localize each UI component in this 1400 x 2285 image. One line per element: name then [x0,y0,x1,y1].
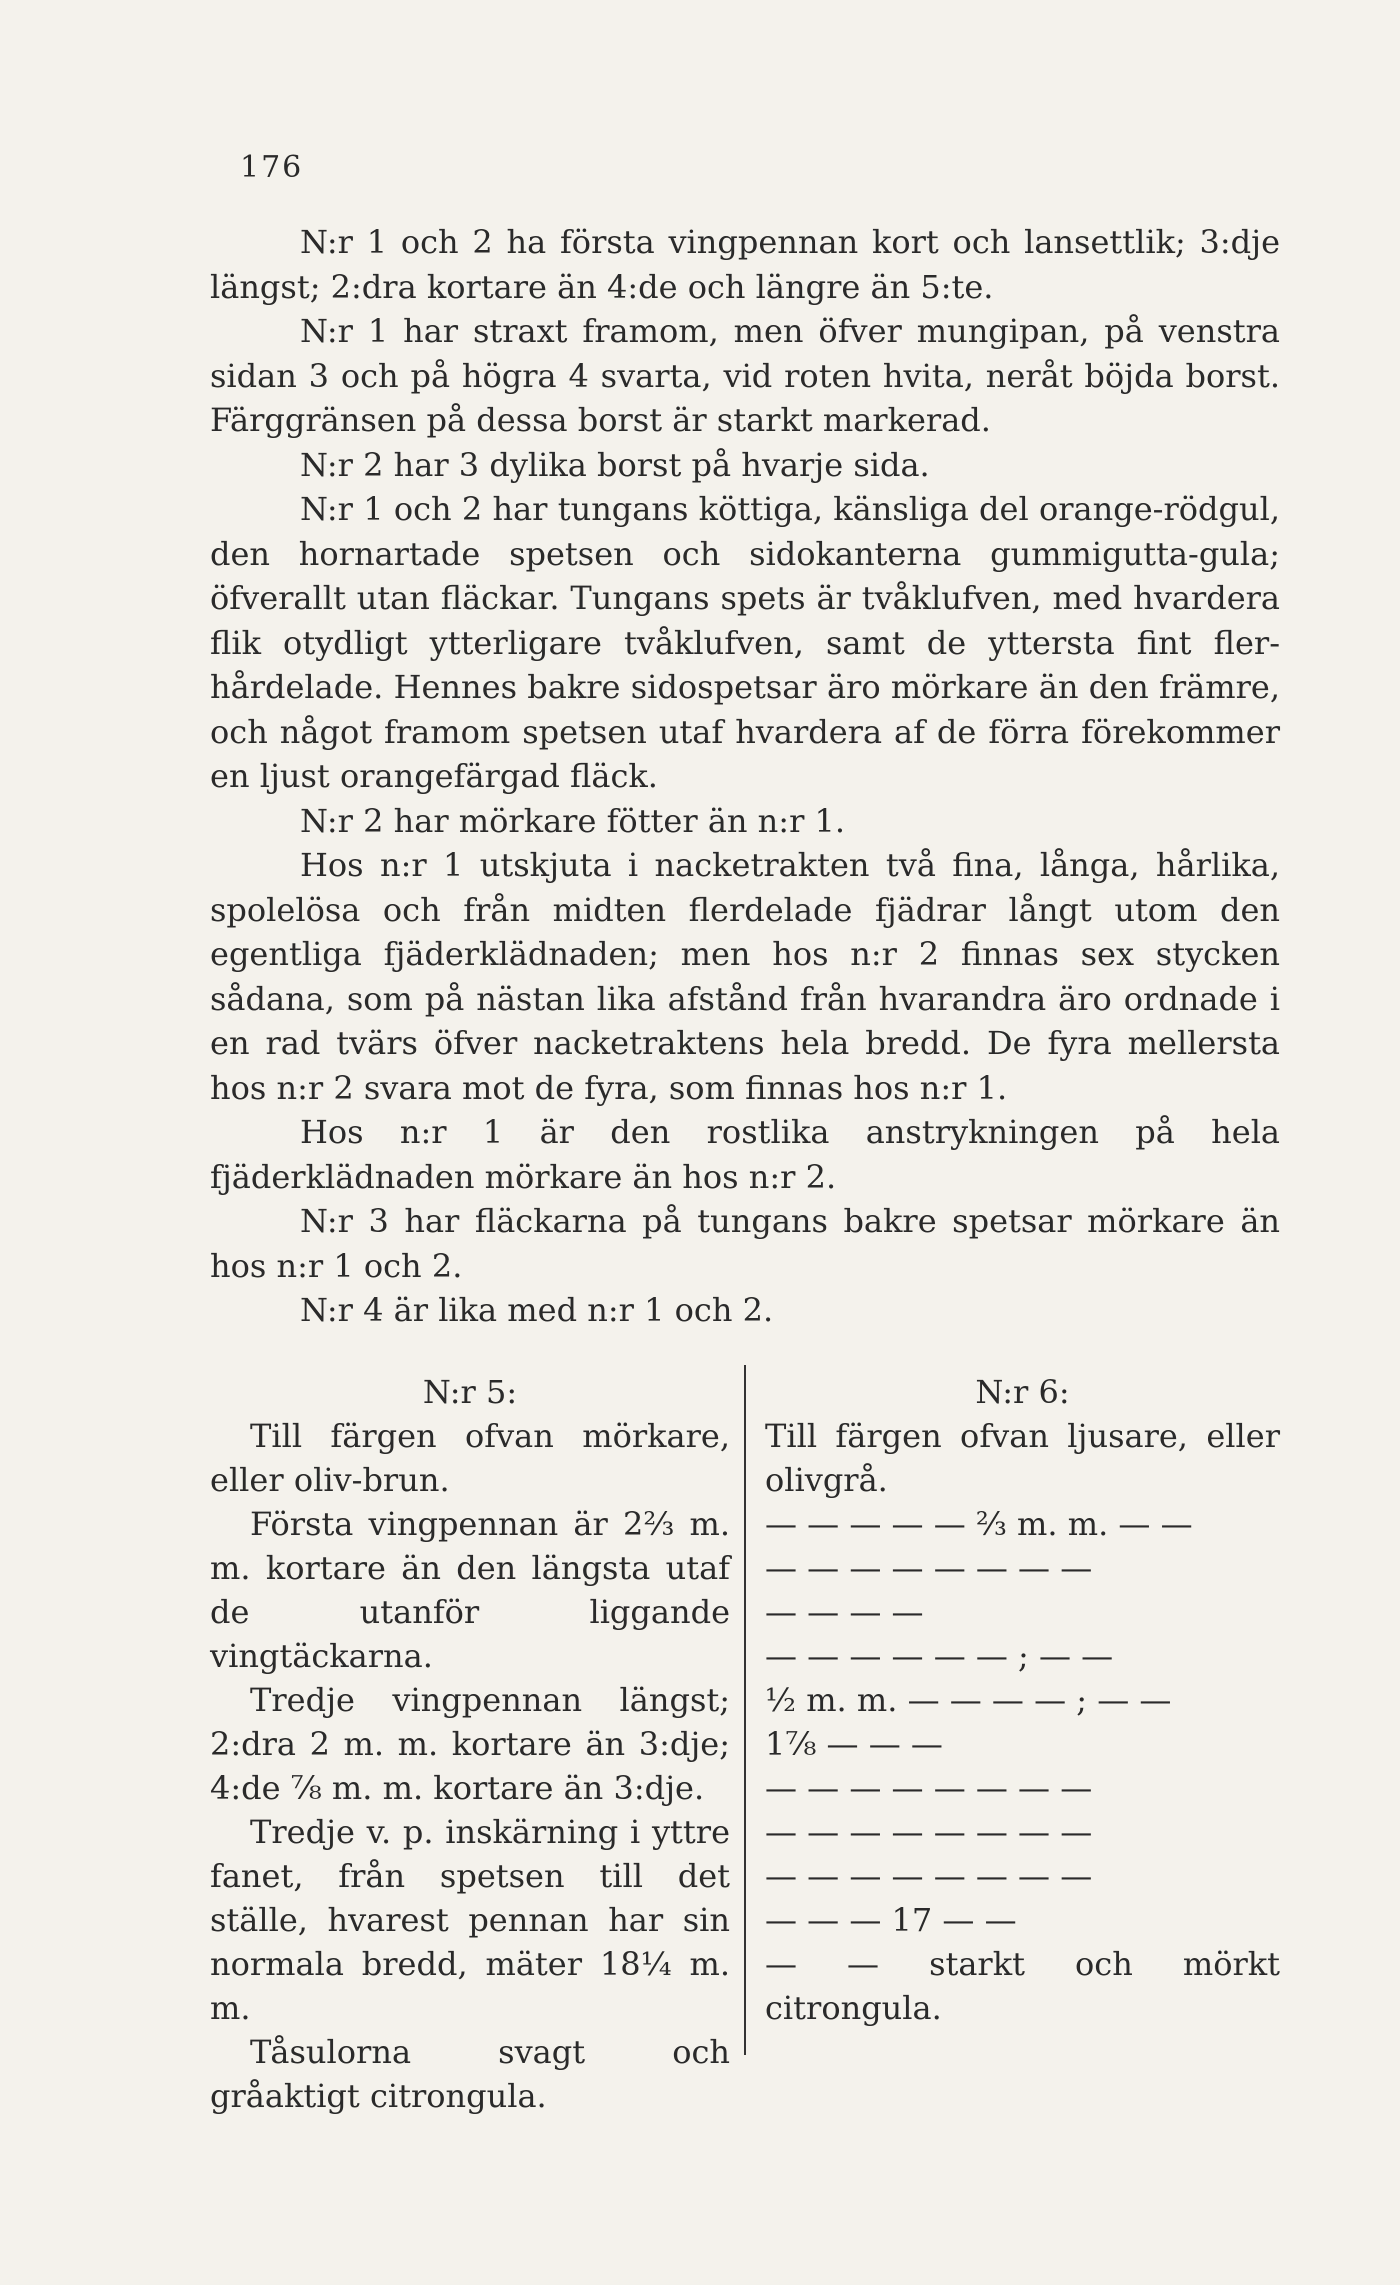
left-column-title: N:r 5: [422,1373,518,1411]
left-column-entry: Första vingpennan är 2⅔ m. m. kortare än den längsta utaf de utanför liggande vingtäckarna. [210,1505,730,1675]
page-number: 176 [240,150,304,185]
left-column-entry: Till färgen ofvan mörkare, eller oliv-brun. [210,1417,730,1499]
paragraph: N:r 1 och 2 har tungans köttiga, känsliga del orange-rödgul, den hornartade spetsen och sidokanterna gummigutta-gula; öfverallt utan fläckar. Tungans spets är tvåklufven, med hvardera flik otydligt ytterligare tvåklufven, samt de yttersta fint fler-hårdelade. Hennes bakre sidospetsar äro mörkare än den främre, och något framom spetsen utaf hvardera af de förra förekommer en ljust orangefärgad fläck. [210,490,1280,795]
left-column-entry: Tredje vingpennan längst; 2:dra 2 m. m. kortare än 3:dje; 4:de ⅞ m. m. kortare än 3:dje. [210,1681,730,1807]
right-column-line: — — — — — — ; — — [765,1637,1114,1675]
right-column-title: N:r 6: [975,1373,1070,1411]
right-column-line: — — — — — — — — [765,1813,1093,1851]
right-column-line: — — — — — — — — [765,1769,1093,1807]
paragraph: N:r 1 har straxt framom, men öfver mungipan, på venstra sidan 3 och på högra 4 svarta, vid roten hvita, neråt böjda borst. Färggränsen på dessa borst är starkt markerad. [210,312,1280,439]
left-column-entry: Tåsulorna svagt och gråaktigt citrongula. [210,2033,730,2115]
right-column-line: Till färgen ofvan ljusare, eller olivgrå. [765,1417,1280,1499]
right-column-line: — — — 17 — — [765,1901,1017,1939]
right-column-line: — — — — — — — — [765,1549,1093,1587]
right-column [765,1370,1280,2030]
right-column-line: 1⅞ — — — [765,1725,943,1763]
right-column-line: ½ m. m. — — — — ; — — [765,1681,1172,1719]
right-column-line: — — — — [765,1593,924,1631]
column-divider [744,1365,746,2055]
paragraph: N:r 2 har 3 dylika borst på hvarje sida. [300,445,930,484]
left-column-entry: Tredje v. p. inskärning i yttre fanet, från spetsen till det ställe, hvarest pennan har sin normala bredd, mäter 18¼ m. m. [210,1813,730,2027]
main-text [210,220,1280,1333]
paragraph: N:r 3 har fläckarna på tungans bakre spetsar mörkare än hos n:r 1 och 2. [210,1202,1280,1285]
paragraph: N:r 1 och 2 ha första vingpennan kort och lansettlik; 3:dje längst; 2:dra kortare än 4:de och längre än 5:te. [210,223,1280,306]
left-column [210,1370,730,2118]
right-column-line: — — — — — ⅔ m. m. — — [765,1505,1193,1543]
paragraph: Hos n:r 1 utskjuta i nacketrakten två fina, långa, hårlika, spolelösa och från midten flerdelade fjädrar långt utom den egentliga fjäderklädnaden; men hos n:r 2 finnas sex stycken sådana, som på nästan lika afstånd från hvarandra äro ordnade i en rad tvärs öfver nacketraktens hela bredd. De fyra mellersta hos n:r 2 svara mot de fyra, som finnas hos n:r 1. [210,846,1280,1107]
paragraph: N:r 2 har mörkare fötter än n:r 1. [300,801,846,840]
right-column-line: — — — — — — — — [765,1857,1093,1895]
paragraph: N:r 4 är lika med n:r 1 och 2. [300,1291,774,1329]
paragraph: Hos n:r 1 är den rostlika anstrykningen på hela fjäderklädnaden mörkare än hos n:r 2. [210,1113,1280,1196]
right-column-line: — — starkt och mörkt citrongula. [765,1945,1280,2027]
